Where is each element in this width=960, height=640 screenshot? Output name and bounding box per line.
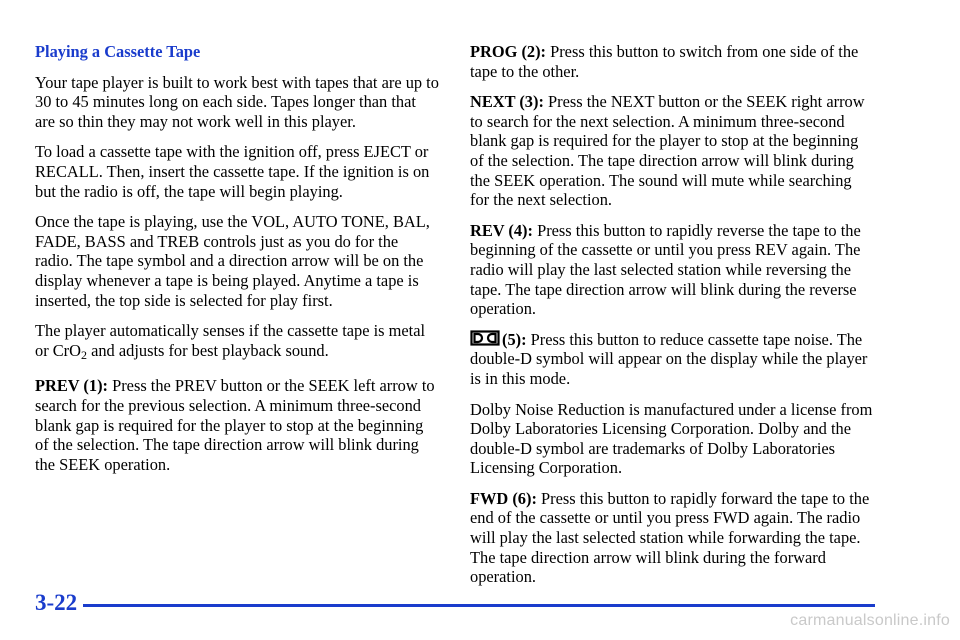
page-number: 3-22 — [35, 590, 78, 615]
watermark: carmanualsonline.info — [790, 612, 950, 629]
paragraph-controls: Once the tape is playing, use the VOL, AUTO TONE, BAL, FADE, BASS and TREB controls just as you do for the radio. The tape symbol and a direction arrow will be on the display whenever a tape is being played. Anytime a tape is inserted, the top side is selected for play first. — [35, 212, 430, 310]
dolby-double-d-icon — [470, 330, 500, 346]
paragraph-loading-tape: To load a cassette tape with the ignition off, press EJECT or RECALL. Then, insert the cassette tape. If the ignition is on but the radio is off, the tape will begin playing. — [35, 142, 430, 201]
paragraph-prog — [470, 42, 874, 81]
prev-label: PREV (1): — [35, 376, 108, 396]
paragraph-next — [470, 92, 874, 210]
dolby-label: (5): — [502, 329, 527, 349]
paragraph-rev — [470, 221, 874, 319]
footer-divider — [83, 604, 875, 607]
prev-description: Press the PREV button or the SEEK left arrow to search for the previous selection. A minimum three-second blank gap is required for the player to stop at the beginning of the selection. The tape direction arrow will blink during the SEEK operation. — [35, 376, 435, 474]
prog-description: Press this button to switch from one side of the tape to the other. — [470, 42, 859, 81]
section-heading: Playing a Cassette Tape — [35, 42, 201, 61]
rev-description: Press this button to rapidly reverse the tape to the beginning of the cassette or until you press REV again. The radio will play the last selected station while reversing the tape. The tape direction arrow will blink during the reverse operation. — [470, 220, 861, 319]
tape-type-text-end: and adjusts for best playback sound. — [86, 340, 329, 360]
tape-type-text: The player automatically senses if the cassette tape is metal or CrO — [35, 321, 426, 360]
paragraph-tape-type — [35, 321, 439, 365]
fwd-description: Press this button to rapidly forward the tape to the end of the cassette or until you press FWD again. The radio will play the last selected station while forwarding the tape. The tape direction arrow will blink during the forward operation. — [470, 488, 870, 587]
dolby-description: Press this button to reduce cassette tape noise. The double-D symbol will appear on the display while the player is in this mode. — [470, 329, 868, 388]
prog-label: PROG (2): — [470, 42, 547, 61]
paragraph-dolby-notice: Dolby Noise Reduction is manufactured under a license from Dolby Laboratories Licensing Corporation. Dolby and the double-D symbol are trademarks of Dolby Laboratories Licensing Corporation. — [470, 399, 873, 478]
left-column — [35, 42, 439, 485]
subscript-two: 2 — [80, 347, 87, 362]
right-column — [470, 42, 874, 598]
paragraph-fwd — [470, 489, 874, 587]
next-label: NEXT (3): — [470, 92, 544, 112]
next-description: Press the NEXT button or the SEEK right arrow to search for the next selection. A minimum three-second blank gap is required for the player to stop at the beginning of the selection. The tape direction arrow will blink during the SEEK operation. The sound will mute while searching for the next selection. — [470, 92, 865, 210]
fwd-label: FWD (6): — [470, 488, 537, 508]
paragraph-dolby — [470, 330, 874, 389]
paragraph-tape-length: Your tape player is built to work best with tapes that are up to 30 to 45 minutes long on each side. Tapes longer than that are so thin they may not work well in this player. — [35, 72, 439, 131]
paragraph-prev — [35, 376, 439, 474]
rev-label: REV (4): — [470, 220, 533, 240]
